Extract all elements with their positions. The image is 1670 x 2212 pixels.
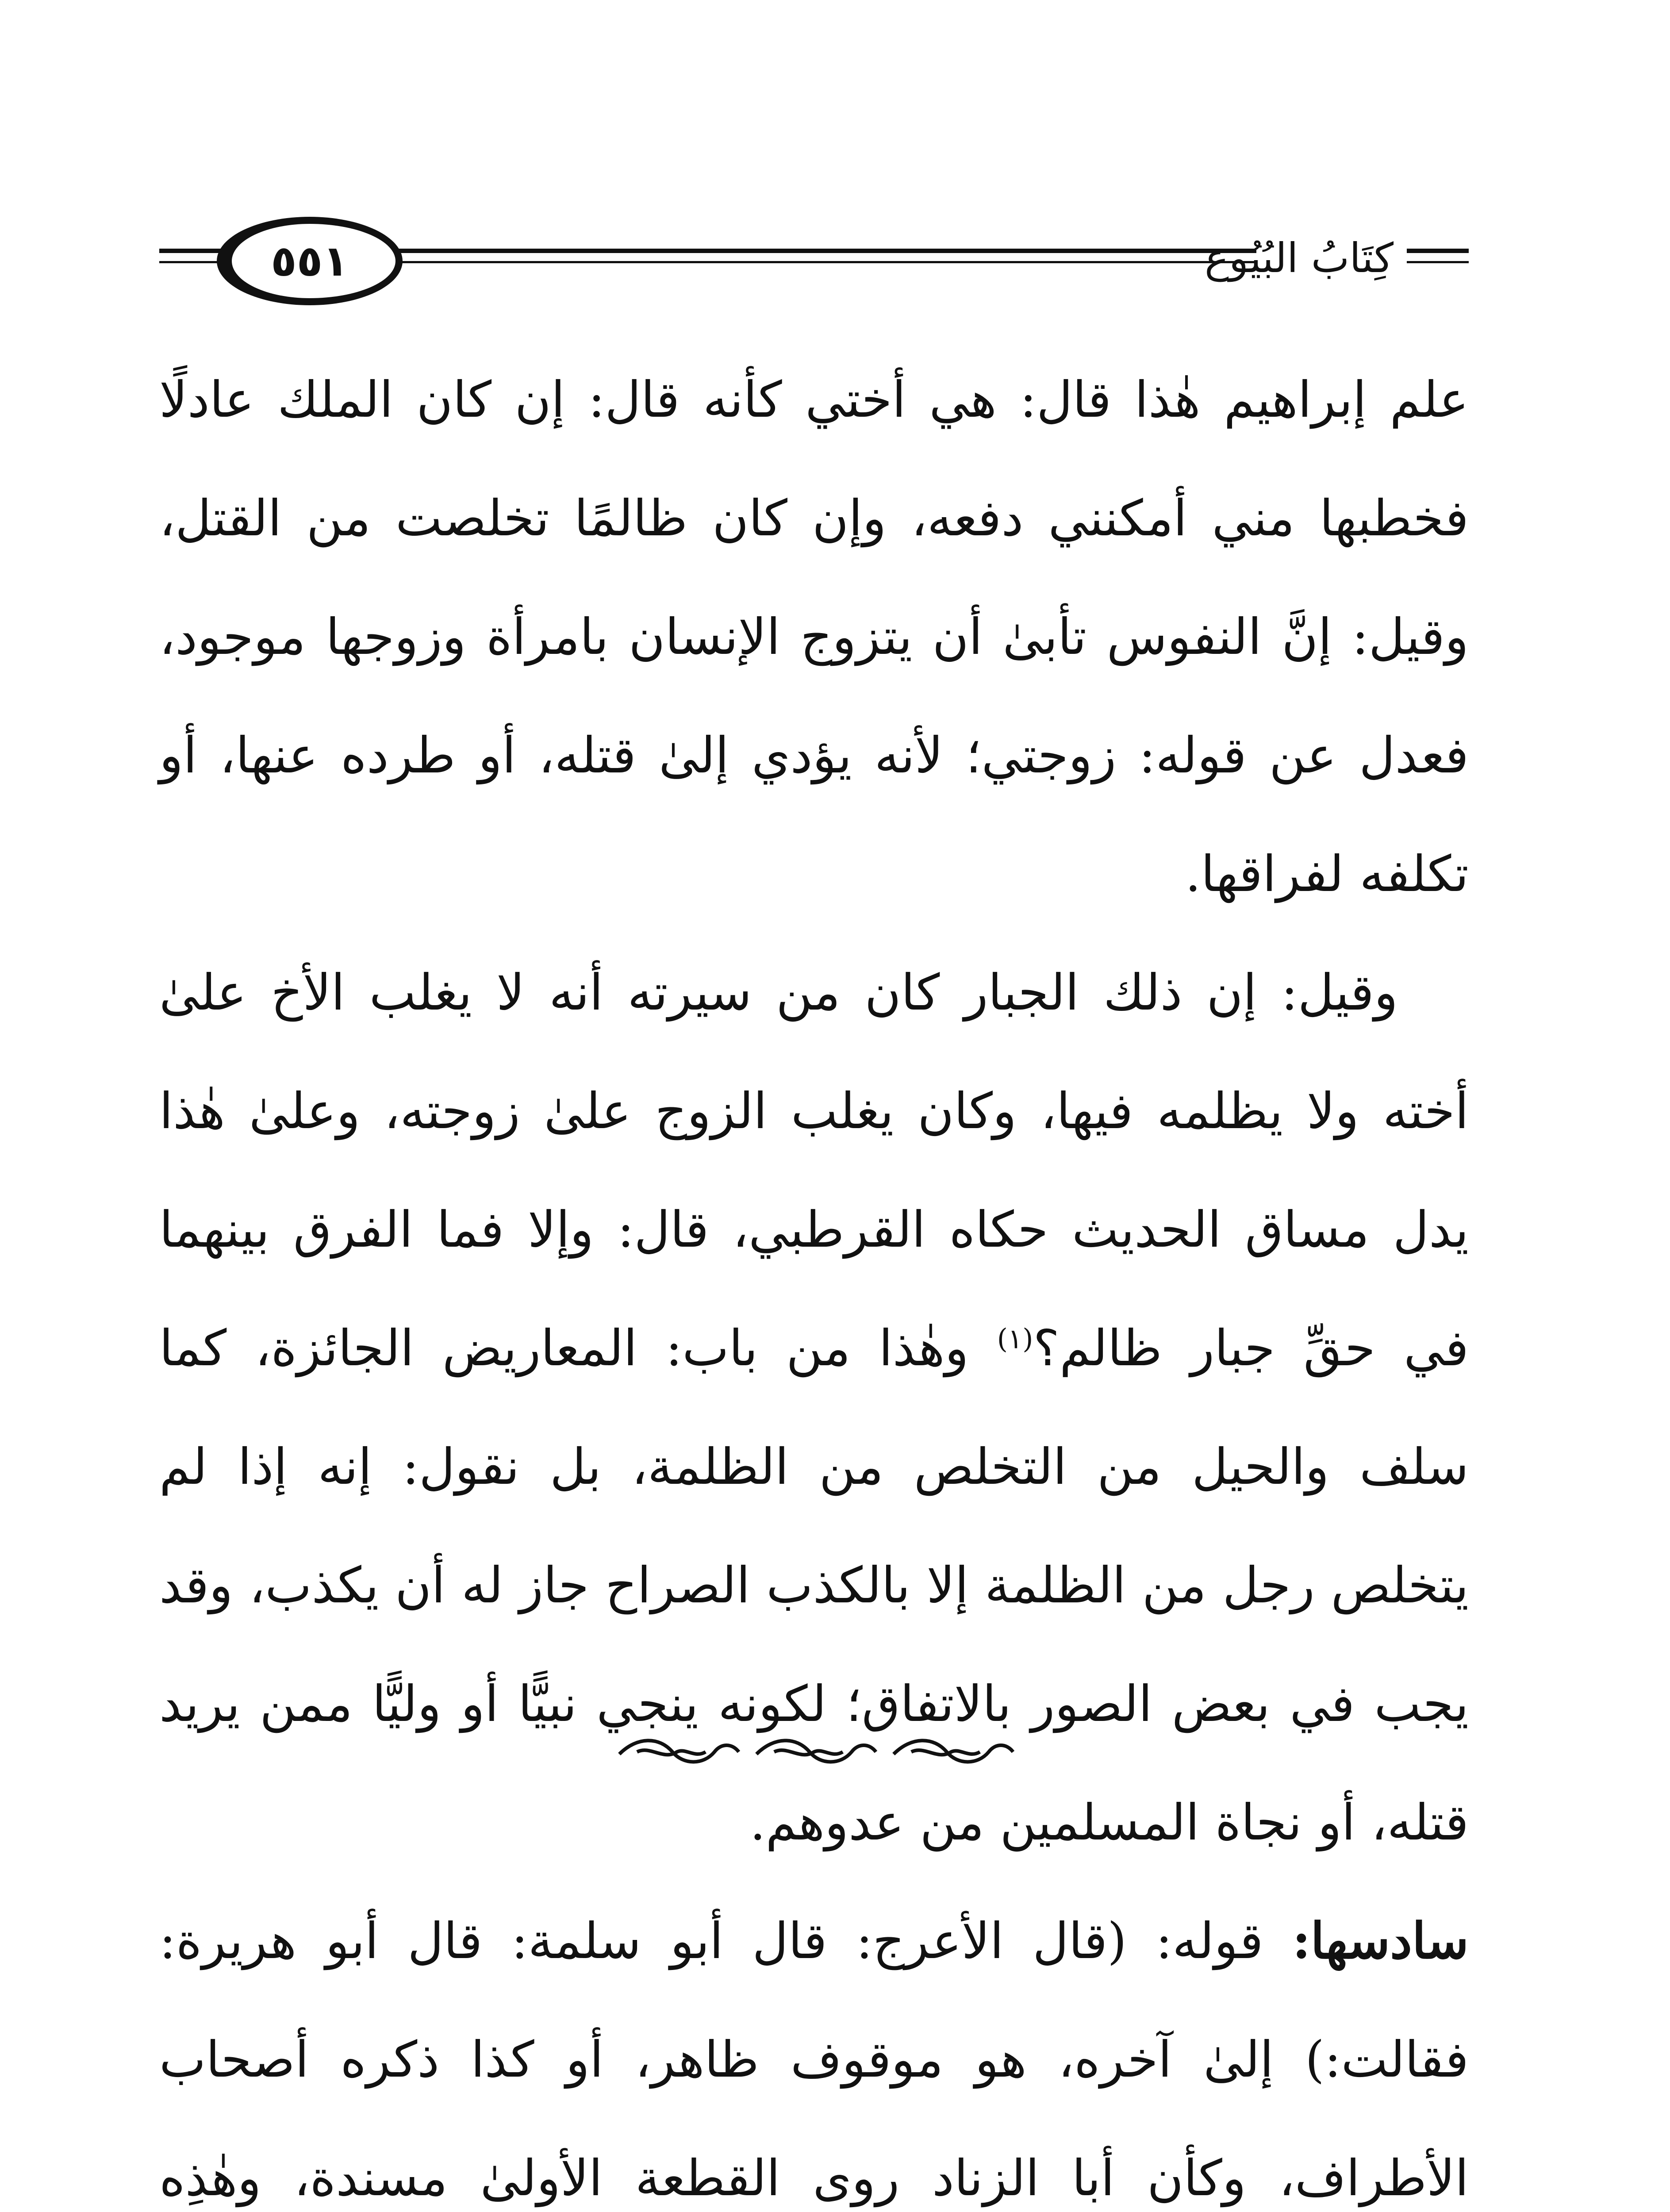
- header-rule-right-top: [1407, 249, 1469, 253]
- header-rule-bottom: [398, 261, 1256, 263]
- paragraph-2-part-a: وقيل: إن ذلك الجبار كان من سيرته أنه لا يغلب الأخ علىٰ أخته ولا يظلمه فيها، وكان يغلب الزوج علىٰ زوجته، وعلىٰ هٰذا يدل مساق الحديث حكاه القرطبي، قال: وإلا فما الفرق بينهما في حقِّ جبار ظالم؟: [159, 964, 1469, 1377]
- header-rule-left-top: [159, 249, 226, 253]
- ornament-divider-icon: [610, 1728, 1026, 1776]
- header-rule-left-bottom: [159, 261, 226, 263]
- paragraph-1: علم إبراهيم هٰذا قال: هي أختي كأنه قال: إن كان الملك عادلًا فخطبها مني أمكنني دفعه، وإن كان ظالمًا تخلصت من القتل، وقيل: إنَّ النفوس تأبىٰ أن يتزوج الإنسان بامرأة وزوجها موجود، فعدل عن قوله: زوجتي؛ لأنه يؤدي إلىٰ قتله، أو طرده عنها، أو تكلفه لفراقها.: [159, 371, 1469, 903]
- paragraph-3-text: قوله: (قال الأعرج: قال أبو سلمة: قال أبو هريرة: فقالت:) إلىٰ آخره، هو موقوف ظاهر، أو كذا ذكره أصحاب الأطراف، وكأن أبا الزناد روى القطعة الأولىٰ مسندة، وهٰذِه: [159, 1912, 1469, 2207]
- running-title: كِتَابُ البُيُوع: [1205, 234, 1394, 282]
- header-rule-top: [398, 249, 1256, 253]
- page-header: [159, 208, 1469, 314]
- paragraph-2-part-b: وهٰذا من باب: المعاريض الجائزة، كما سلف والحيل من التخلص من الظلمة، بل نقول: إنه إذا لم يتخلص رجل من الظلمة إلا بالكذب الصراح جاز له أن يكذب، وقد يجب في بعض الصور بالاتفاق؛ لكونه ينجي نبيًّا أو وليًّا ممن يريد قتله، أو نجاة المسلمين من عدوهم.: [159, 1320, 1469, 1851]
- header-rule-right-bottom: [1407, 261, 1469, 263]
- section-lead: سادسها:: [1292, 1912, 1469, 1970]
- main-text: [159, 341, 1469, 2212]
- paragraph-3: [159, 1882, 1469, 2212]
- page-number-badge: [217, 217, 403, 305]
- page-number: ٥٥١: [271, 236, 349, 286]
- footnote-reference: (١): [997, 1322, 1033, 1355]
